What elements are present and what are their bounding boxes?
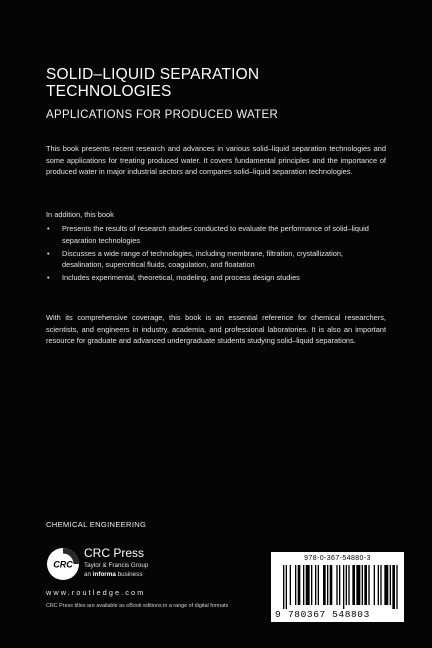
barcode-bar [286, 565, 287, 609]
book-title [46, 66, 259, 100]
ebook-note: CRC Press titles are available as eBook editions in a range of digital formats [46, 603, 229, 609]
barcode-bar [339, 565, 340, 605]
barcode-bar [303, 565, 304, 605]
feature-list [46, 223, 386, 285]
crc-press-logo-icon [46, 547, 80, 581]
barcode-bar [290, 565, 291, 605]
barcode-bar [396, 565, 397, 609]
barcode-bar [346, 565, 347, 605]
isbn-number: 978-0-367-54880-3 [304, 555, 371, 562]
barcode-bar [315, 565, 316, 605]
publisher-name: CRC Press [84, 546, 145, 560]
description-paragraph: This book presents recent research and advances in various solid–liquid separation technologies and some applications for treating produced water. It covers fundamental principles and the importance of produced water in major industrial sectors and compares solid–liquid separation technologies. [46, 144, 386, 177]
barcode-bar [298, 565, 301, 605]
features-intro: In addition, this book [46, 210, 114, 219]
coverage-paragraph: With its comprehensive coverage, this book is an essential reference for chemical researchers, scientists, and engineers in industry, academia, and professional laboratories. It is also an important resource for graduate and advanced undergraduate students studying solid–liquid separations. [46, 313, 386, 346]
barcode-bar [343, 565, 344, 609]
feature-item: • Presents the results of research studies conducted to evaluate the performance of solid–liquid separation technologies [47, 224, 369, 245]
barcode-bar [336, 565, 337, 605]
barcode-bar [392, 565, 395, 609]
publisher-business: an informa business [84, 571, 143, 578]
informa-brand: informa [92, 571, 116, 578]
barcode-bar [348, 565, 349, 605]
book-subtitle: APPLICATIONS FOR PRODUCED WATER [46, 109, 279, 121]
barcode-bar [374, 565, 375, 605]
barcode-digits: 780367 548803 [288, 609, 370, 620]
barcode-first-digit: 9 [275, 609, 281, 620]
barcode-bar [352, 565, 355, 605]
publisher-website[interactable]: www.routledge.com [46, 588, 146, 597]
barcode-bar [318, 565, 319, 605]
barcode-bar [378, 565, 379, 605]
barcode-bar [311, 565, 312, 605]
barcode-bar [327, 565, 328, 605]
barcode-bar [368, 565, 369, 605]
barcode-bars [283, 565, 399, 609]
publisher-group: Taylor & Francis Group [84, 562, 149, 569]
subject-category: CHEMICAL ENGINEERING [46, 520, 147, 529]
barcode-bar [306, 565, 310, 605]
barcode-bar [364, 565, 367, 605]
bullet-icon: • [47, 273, 50, 283]
barcode-bar [362, 565, 363, 605]
barcode-bar [295, 565, 296, 605]
bullet-icon: • [47, 224, 50, 233]
title-line-1: SOLID–LIQUID SEPARATION [46, 66, 260, 83]
isbn-barcode [271, 552, 404, 622]
feature-item: • Discusses a wide range of technologies, including membrane, filtration, crystallization, desalination, supercritical fluids, coagulation, and floatation [47, 248, 343, 270]
barcode-bar [380, 565, 381, 605]
barcode-bar [390, 565, 391, 605]
barcode-bar [323, 565, 326, 605]
barcode-bar [283, 565, 284, 609]
barcode-bar [330, 565, 333, 605]
title-line-2: TECHNOLOGIES [46, 83, 172, 100]
barcode-bar [384, 565, 388, 605]
bullet-icon: • [47, 248, 50, 258]
feature-item: • Includes experimental, theoretical, modeling, and process design studies [47, 273, 300, 283]
barcode-bar [356, 565, 360, 605]
logo-text: CRC [53, 559, 73, 570]
